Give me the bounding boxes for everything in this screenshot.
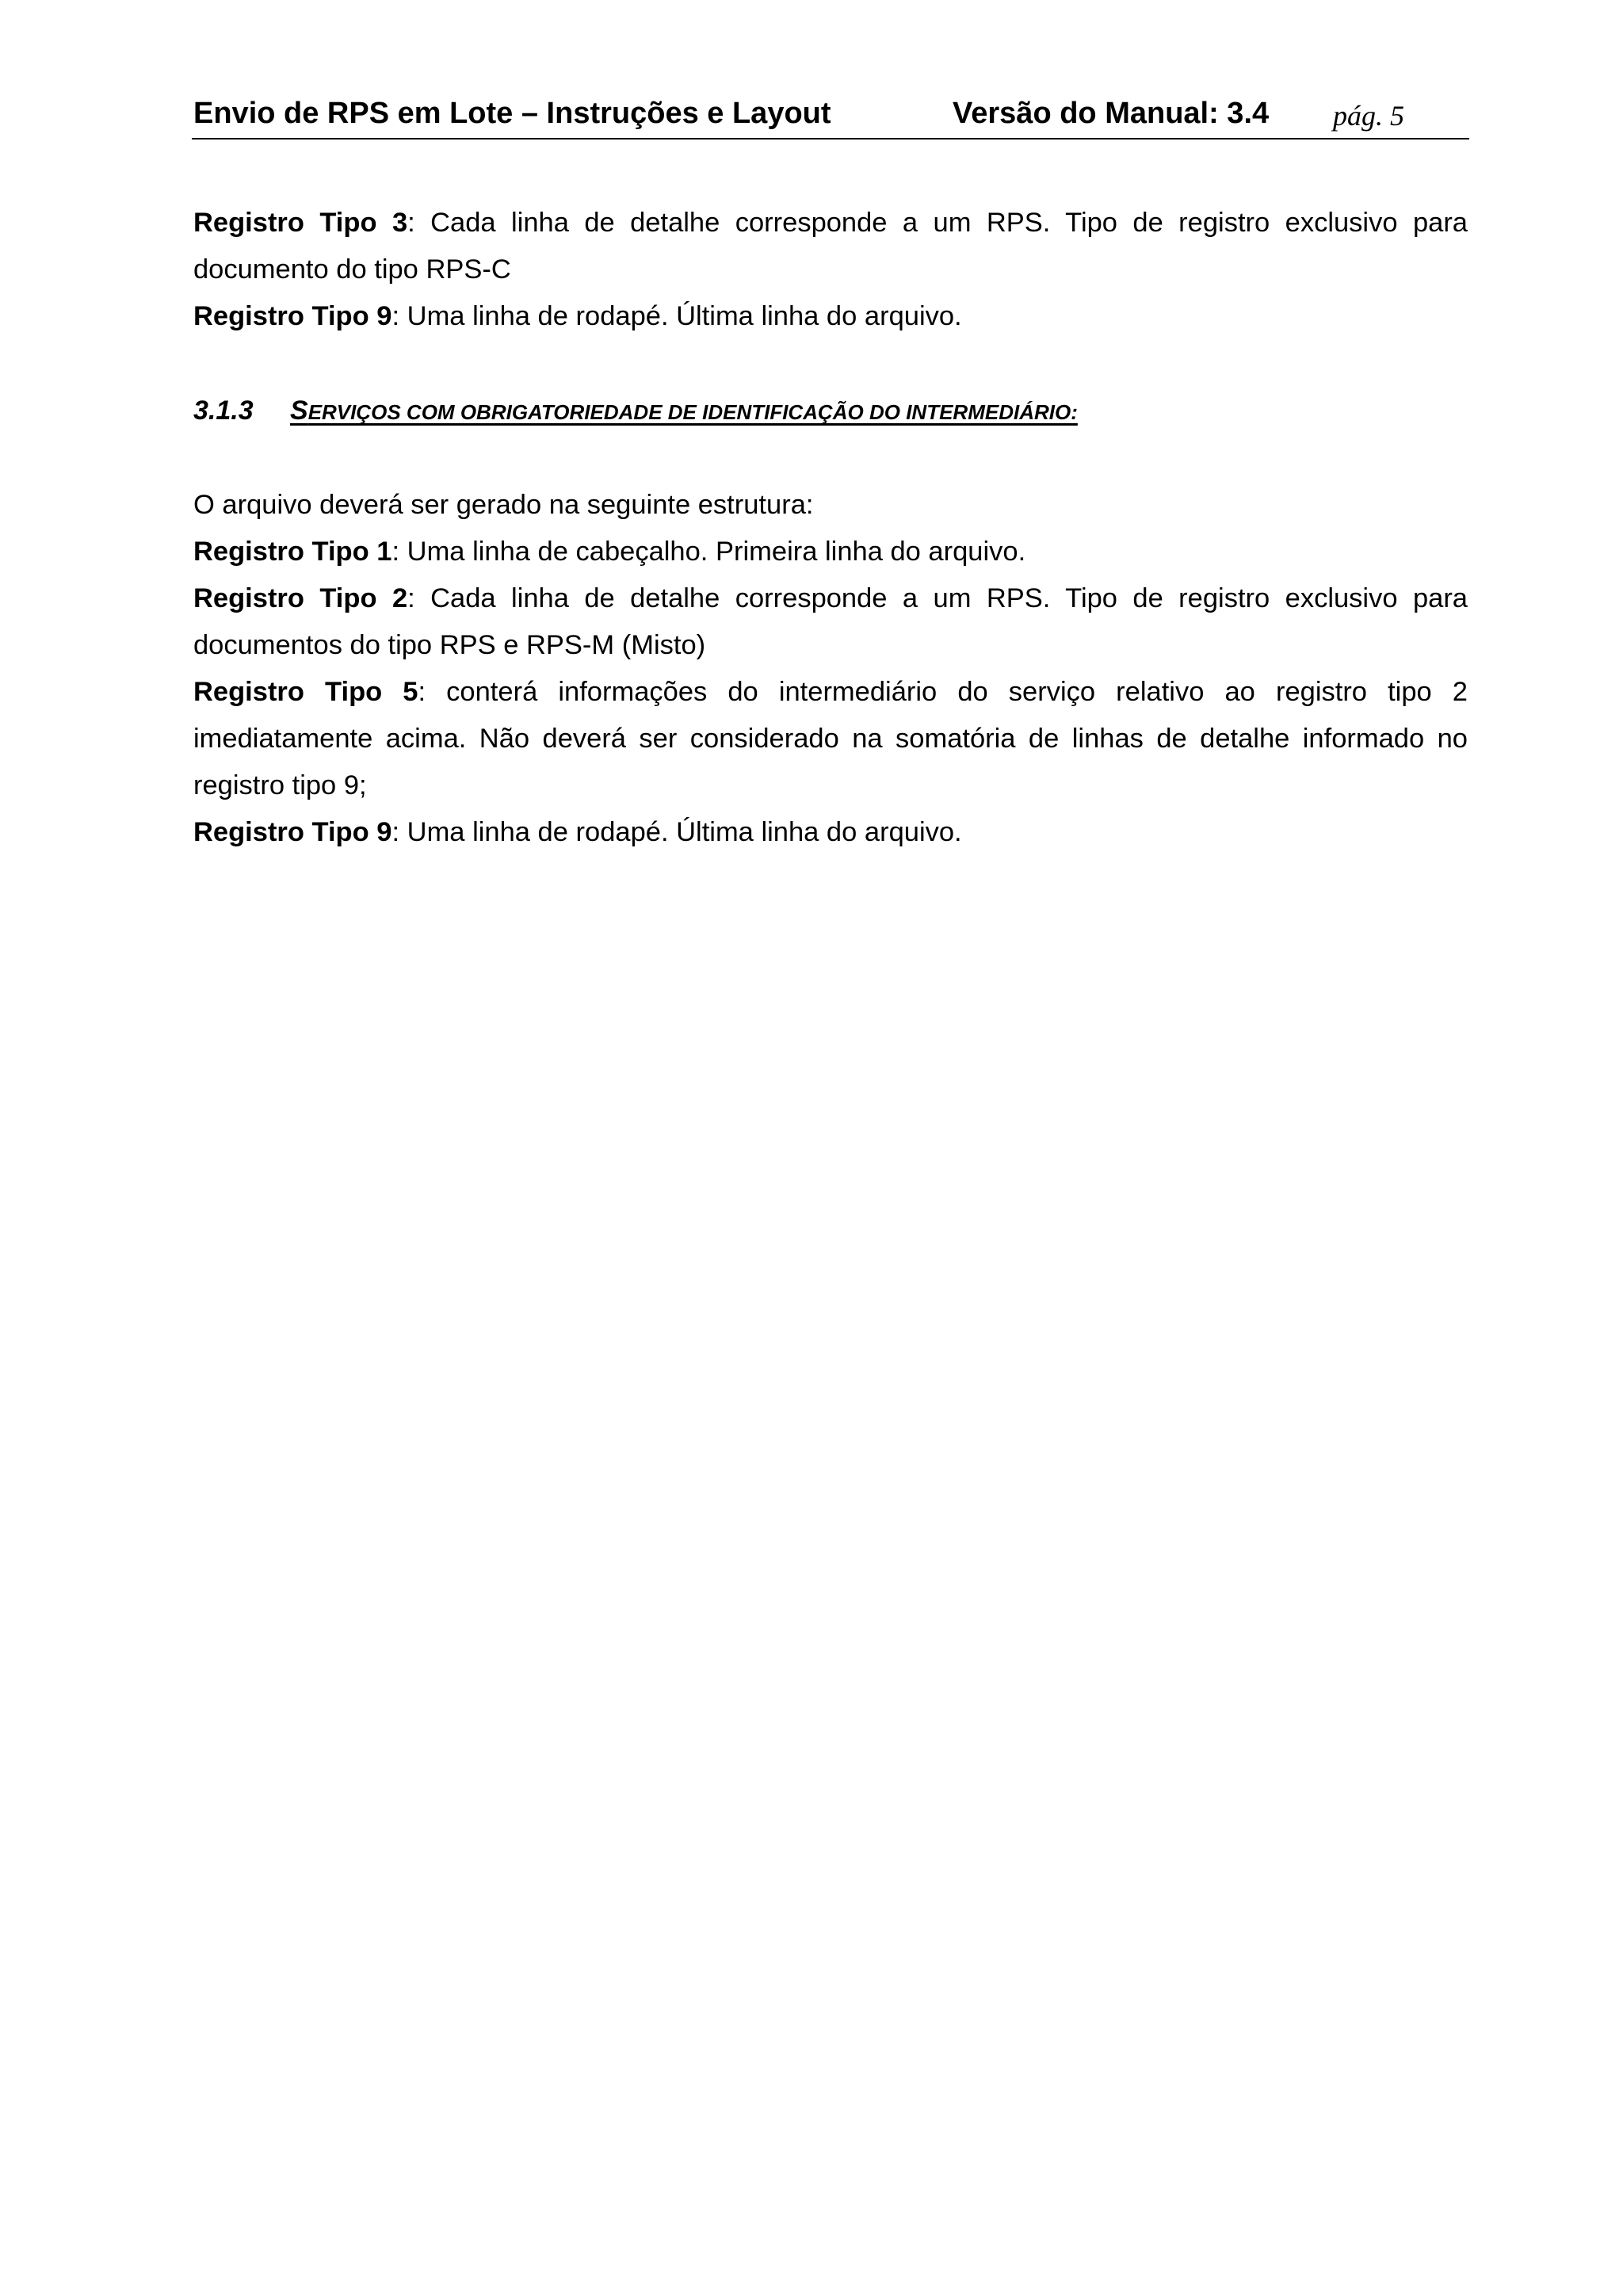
record-type-3-paragraph [193,200,1468,293]
section-title-rest: ERVIÇOS COM OBRIGATORIEDADE DE IDENTIFICAÇÃO DO INTERMEDIÁRIO: [307,400,1078,424]
record-types-block-2 [193,482,1468,856]
record-type-2-text: : Cada linha de detalhe corresponde a um RPS. Tipo de registro exclusivo para documentos do tipo RPS e RPS-M (Misto) [193,583,1468,660]
page-header [192,94,1469,139]
record-type-5-paragraph [193,669,1468,809]
intro-paragraph: O arquivo deverá ser gerado na seguinte estrutura: [193,490,814,520]
record-type-3-label: Registro Tipo 3 [193,208,408,238]
record-type-9-label: Registro Tipo 9 [193,301,392,331]
record-type-2-paragraph [193,575,1468,669]
record-type-9-text-2: : Uma linha de rodapé. Última linha do arquivo. [391,817,962,847]
record-type-9-text: : Uma linha de rodapé. Última linha do arquivo. [391,301,962,331]
record-type-9-label-2: Registro Tipo 9 [193,817,392,847]
record-type-9-paragraph-2 [193,809,1468,856]
record-type-1-paragraph [193,529,1468,575]
section-number: 3.1.3 [193,395,254,426]
section-title-initial: S [290,395,308,426]
record-type-3-text: : Cada linha de detalhe corresponde a um RPS. Tipo de registro exclusivo para documento do tipo RPS-C [193,208,1468,285]
record-type-2-label: Registro Tipo 2 [193,583,408,613]
section-title [290,388,1078,434]
record-types-block-1 [193,200,1468,340]
manual-version: Versão do Manual: 3.4 [953,97,1270,130]
page-number: pág. 5 [1333,100,1404,132]
record-type-5-label: Registro Tipo 5 [193,677,418,707]
record-type-9-paragraph [193,293,1468,340]
record-type-1-label: Registro Tipo 1 [193,537,392,567]
document-title: Envio de RPS em Lote – Instruções e Layout [193,97,831,130]
record-type-5-text: : conterá informações do intermediário do serviço relativo ao registro tipo 2 imediatamente acima. Não deverá ser considerado na somatória de linhas de detalhe informado no registro tipo 9; [193,677,1468,800]
record-type-1-text: : Uma linha de cabeçalho. Primeira linha do arquivo. [391,537,1026,567]
